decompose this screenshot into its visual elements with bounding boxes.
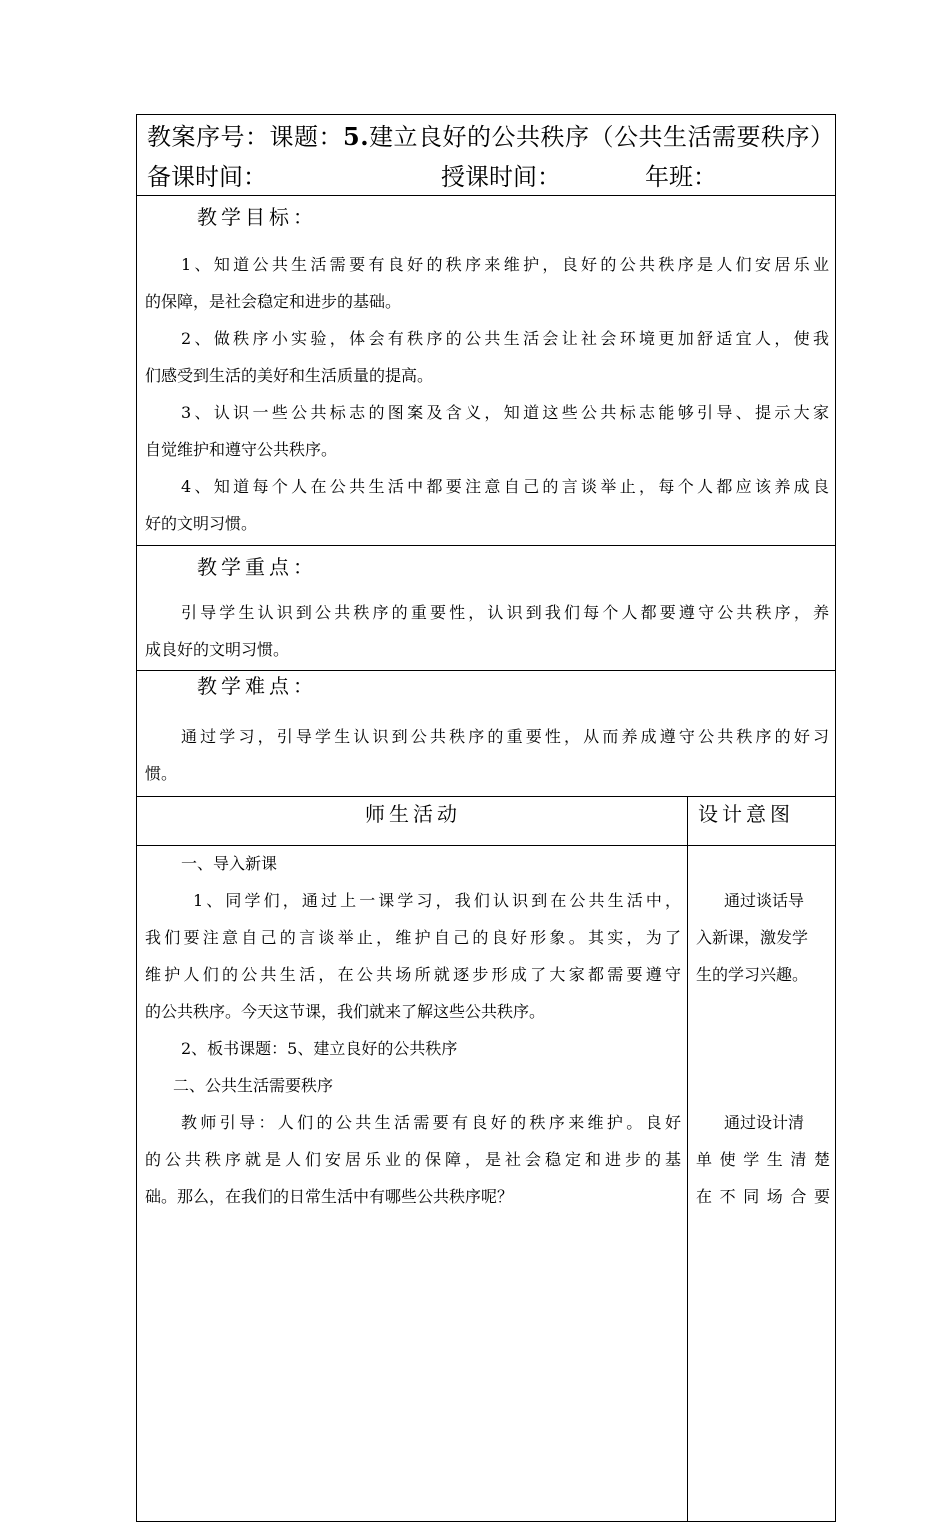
difficulties-heading: 教学难点： [197,674,317,698]
intent-line: 通过设计清 [724,1113,805,1132]
lesson-number: 5. [343,122,370,151]
activity-line: 一、导入新课 [181,854,278,873]
intent-block-1 [696,882,830,993]
key-points-cell [136,545,836,671]
objective-line: 1、知道公共生活需要有良好的秩序来维护，良好的公共秩序是人们安居乐业 [181,255,829,274]
class-label: 年班： [645,163,717,191]
activity-line: 维护人们的公共生活，在公共场所就逐步形成了大家都需要遵守 [145,965,681,984]
key-point-line: 引导学生认识到公共秩序的重要性，认识到我们每个人都要遵守公共秩序，养 [181,603,829,622]
key-points-text [145,594,829,668]
prep-time-label: 备课时间： [147,163,267,191]
activity-text [145,845,681,1215]
activity-line: 础。那么，在我们的日常生活中有哪些公共秩序呢？ [145,1187,514,1206]
difficulties-cell [136,670,836,797]
key-points-heading: 教学重点： [197,555,317,579]
objective-line: 自觉维护和遵守公共秩序。 [145,440,338,459]
difficulty-line: 通过学习，引导学生认识到公共秩序的重要性，从而养成遵守公共秩序的好习 [181,727,829,746]
activity-body-right [687,845,836,1522]
lesson-title-line [147,117,835,152]
objectives-text [145,246,829,542]
intent-line: 通过谈话导 [724,891,805,910]
activity-line: 二、公共生活需要秩序 [173,1076,334,1095]
objective-line: 2、做秩序小实验，体会有秩序的公共生活会让社会环境更加舒适宜人，使我 [181,329,829,348]
intent-line: 单使学生清楚 [696,1150,830,1169]
lesson-title: 建立良好的公共秩序（公共生活需要秩序） [369,123,835,151]
activity-line: 教师引导：人们的公共生活需要有良好的秩序来维护。良好 [181,1113,681,1132]
objective-line: 们感受到生活的美好和生活质量的提高。 [145,366,434,385]
activity-line: 1、同学们，通过上一课学习，我们认识到在公共生活中， [193,891,681,910]
activity-header-left [136,796,688,846]
objective-line: 4、知道每个人在公共生活中都要注意自己的言谈举止，每个人都应该养成良 [181,477,829,496]
intent-line: 在不同场合要 [696,1187,830,1206]
objectives-cell [136,195,836,546]
intent-line: 生的学习兴趣。 [696,965,809,984]
objective-line: 3、认识一些公共标志的图案及含义，知道这些公共标志能够引导、提示大家 [181,403,829,422]
activity-line: 的公共秩序。今天这节课，我们就来了解这些公共秩序。 [145,1002,546,1021]
difficulties-text [145,718,829,792]
header-cell [136,114,836,196]
key-point-line: 成良好的文明习惯。 [145,640,290,659]
objectives-heading: 教学目标： [197,205,317,229]
activity-line: 的公共秩序就是人们安居乐业的保障，是社会稳定和进步的基 [145,1150,681,1169]
difficulty-line: 惯。 [145,764,178,783]
activity-header-right [687,796,836,846]
activity-line: 我们要注意自己的言谈举止，维护自己的良好形象。其实，为了 [145,928,681,947]
intent-line: 入新课，激发学 [696,928,809,947]
objective-line: 好的文明习惯。 [145,514,258,533]
activity-body-left [136,845,688,1522]
intent-column-header: 设计意图 [698,802,794,826]
activity-column-header: 师生活动 [365,802,461,826]
objective-line: 的保障，是社会稳定和进步的基础。 [145,292,402,311]
activity-line: 2、板书课题：5、建立良好的公共秩序 [181,1039,458,1058]
teach-time-label: 授课时间： [441,163,561,191]
lesson-number-label: 教案序号：课题： [147,123,343,151]
intent-block-2 [696,1104,830,1215]
